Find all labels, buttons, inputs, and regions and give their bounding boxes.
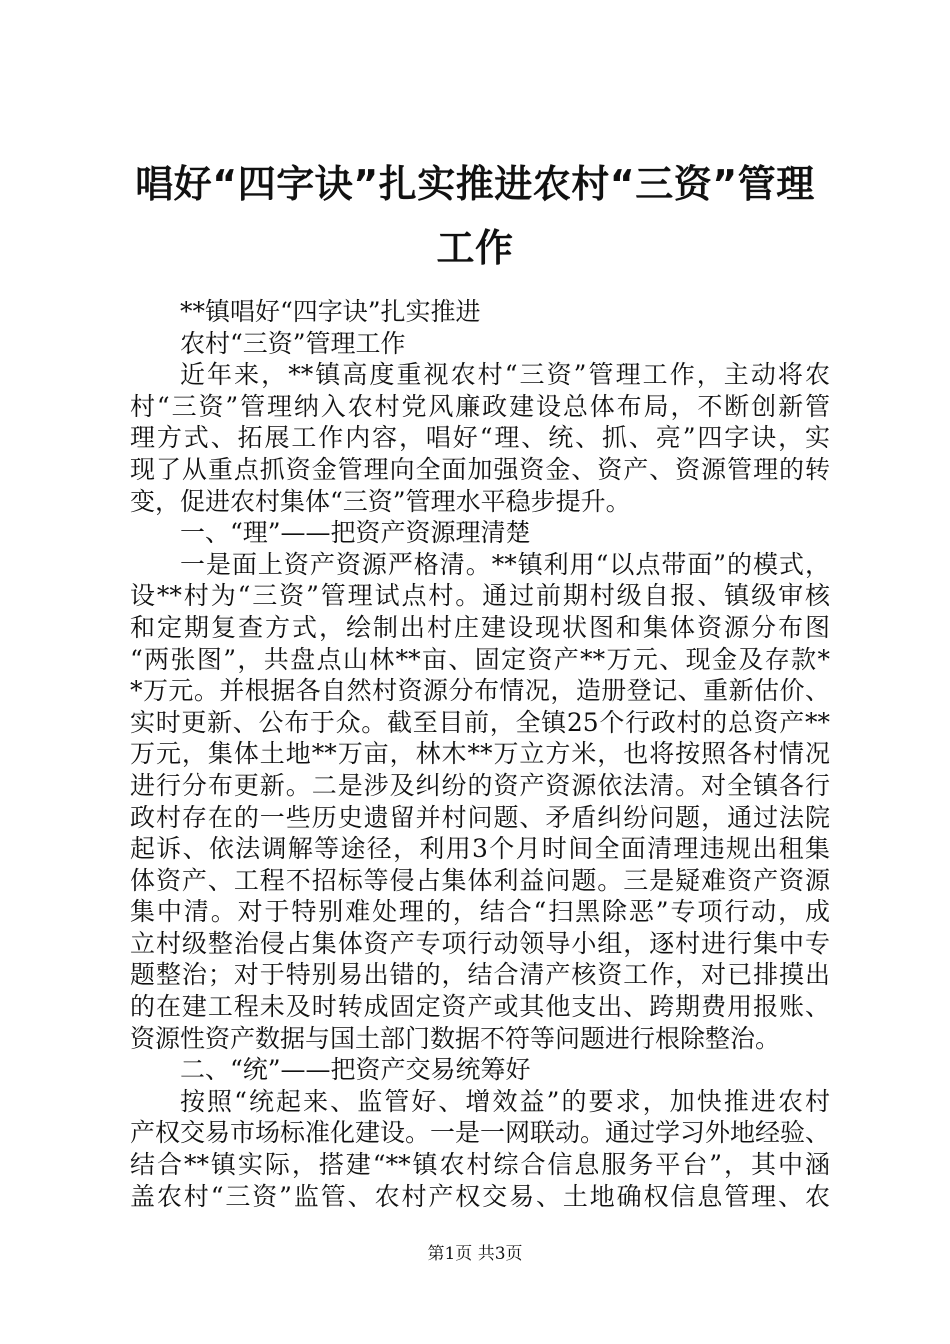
- body-line: **镇唱好“四字诀”扎实推进: [180, 297, 481, 326]
- body-line: 变，促进农村集体“三资”管理水平稳步提升。: [130, 486, 631, 516]
- body-line: 立村级整治侵占集体资产专项行动领导小组，逐村进行集中专: [130, 928, 830, 958]
- body-line: 进行分布更新。二是涉及纠纷的资产资源依法清。对全镇各行: [130, 770, 830, 800]
- body-line: 按照“统起来、监管好、增效益”的要求，加快推进农村: [180, 1086, 830, 1116]
- body-line: 设**村为“三资”管理试点村。通过前期村级自报、镇级审核: [130, 581, 830, 611]
- body-line: 近年来，**镇高度重视农村“三资”管理工作，主动将农: [180, 360, 830, 390]
- body-line: 集中清。对于特别难处理的，结合“扫黑除恶”专项行动，成: [130, 897, 830, 927]
- body-line: 题整治；对于特别易出错的，结合清产核资工作，对已排摸出: [130, 960, 830, 990]
- body-line: 结合**镇实际，搭建“**镇农村综合信息服务平台”，其中涵: [130, 1150, 830, 1180]
- body-line: 实时更新、公布于众。截至目前，全镇25个行政村的总资产**: [130, 707, 830, 737]
- body-line: 一是面上资产资源严格清。**镇利用“以点带面”的模式，: [180, 549, 830, 579]
- body-line: 理方式、拓展工作内容，唱好“理、统、抓、亮”四字诀，实: [130, 423, 830, 453]
- body-line: *万元。并根据各自然村资源分布情况，造册登记、重新估价、: [130, 676, 830, 706]
- body-line: 体资产、工程不招标等侵占集体利益问题。三是疑难资产资源: [130, 865, 830, 895]
- document-body: [130, 296, 830, 1212]
- body-line: “两张图”，共盘点山林**亩、固定资产**万元、现金及存款*: [130, 644, 830, 674]
- body-line: 万元，集体土地**万亩，林木**万立方米，也将按照各村情况: [130, 739, 830, 769]
- body-line: 农村“三资”管理工作: [180, 328, 406, 358]
- body-line: 资源性资产数据与国土部门数据不符等问题进行根除整治。: [130, 1023, 781, 1053]
- body-line: 政村存在的一些历史遗留并村问题、矛盾纠纷问题，通过法院: [130, 802, 830, 832]
- document-title: 唱好“四字诀”扎实推进农村“三资”管理工作: [135, 162, 815, 270]
- body-line: 盖农村“三资”监管、农村产权交易、土地确权信息管理、农: [130, 1181, 830, 1211]
- body-line: 产权交易市场标准化建设。一是一网联动。通过学习外地经验、: [130, 1118, 830, 1148]
- body-line: 一、“理”——把资产资源理清楚: [180, 518, 531, 548]
- body-line: 二、“统”——把资产交易统筹好: [180, 1055, 531, 1085]
- body-line: 现了从重点抓资金管理向全面加强资金、资产、资源管理的转: [130, 454, 830, 484]
- body-line: 村“三资”管理纳入农村党风廉政建设总体布局，不断创新管: [130, 391, 830, 421]
- body-line: 和定期复查方式，绘制出村庄建设现状图和集体资源分布图: [130, 612, 830, 642]
- body-line: 的在建工程未及时转成固定资产或其他支出、跨期费用报账、: [130, 992, 830, 1022]
- page-footer: 第1页 共3页: [427, 1244, 523, 1264]
- body-line: 起诉、依法调解等途径，利用3个月时间全面清理违规出租集: [130, 834, 830, 864]
